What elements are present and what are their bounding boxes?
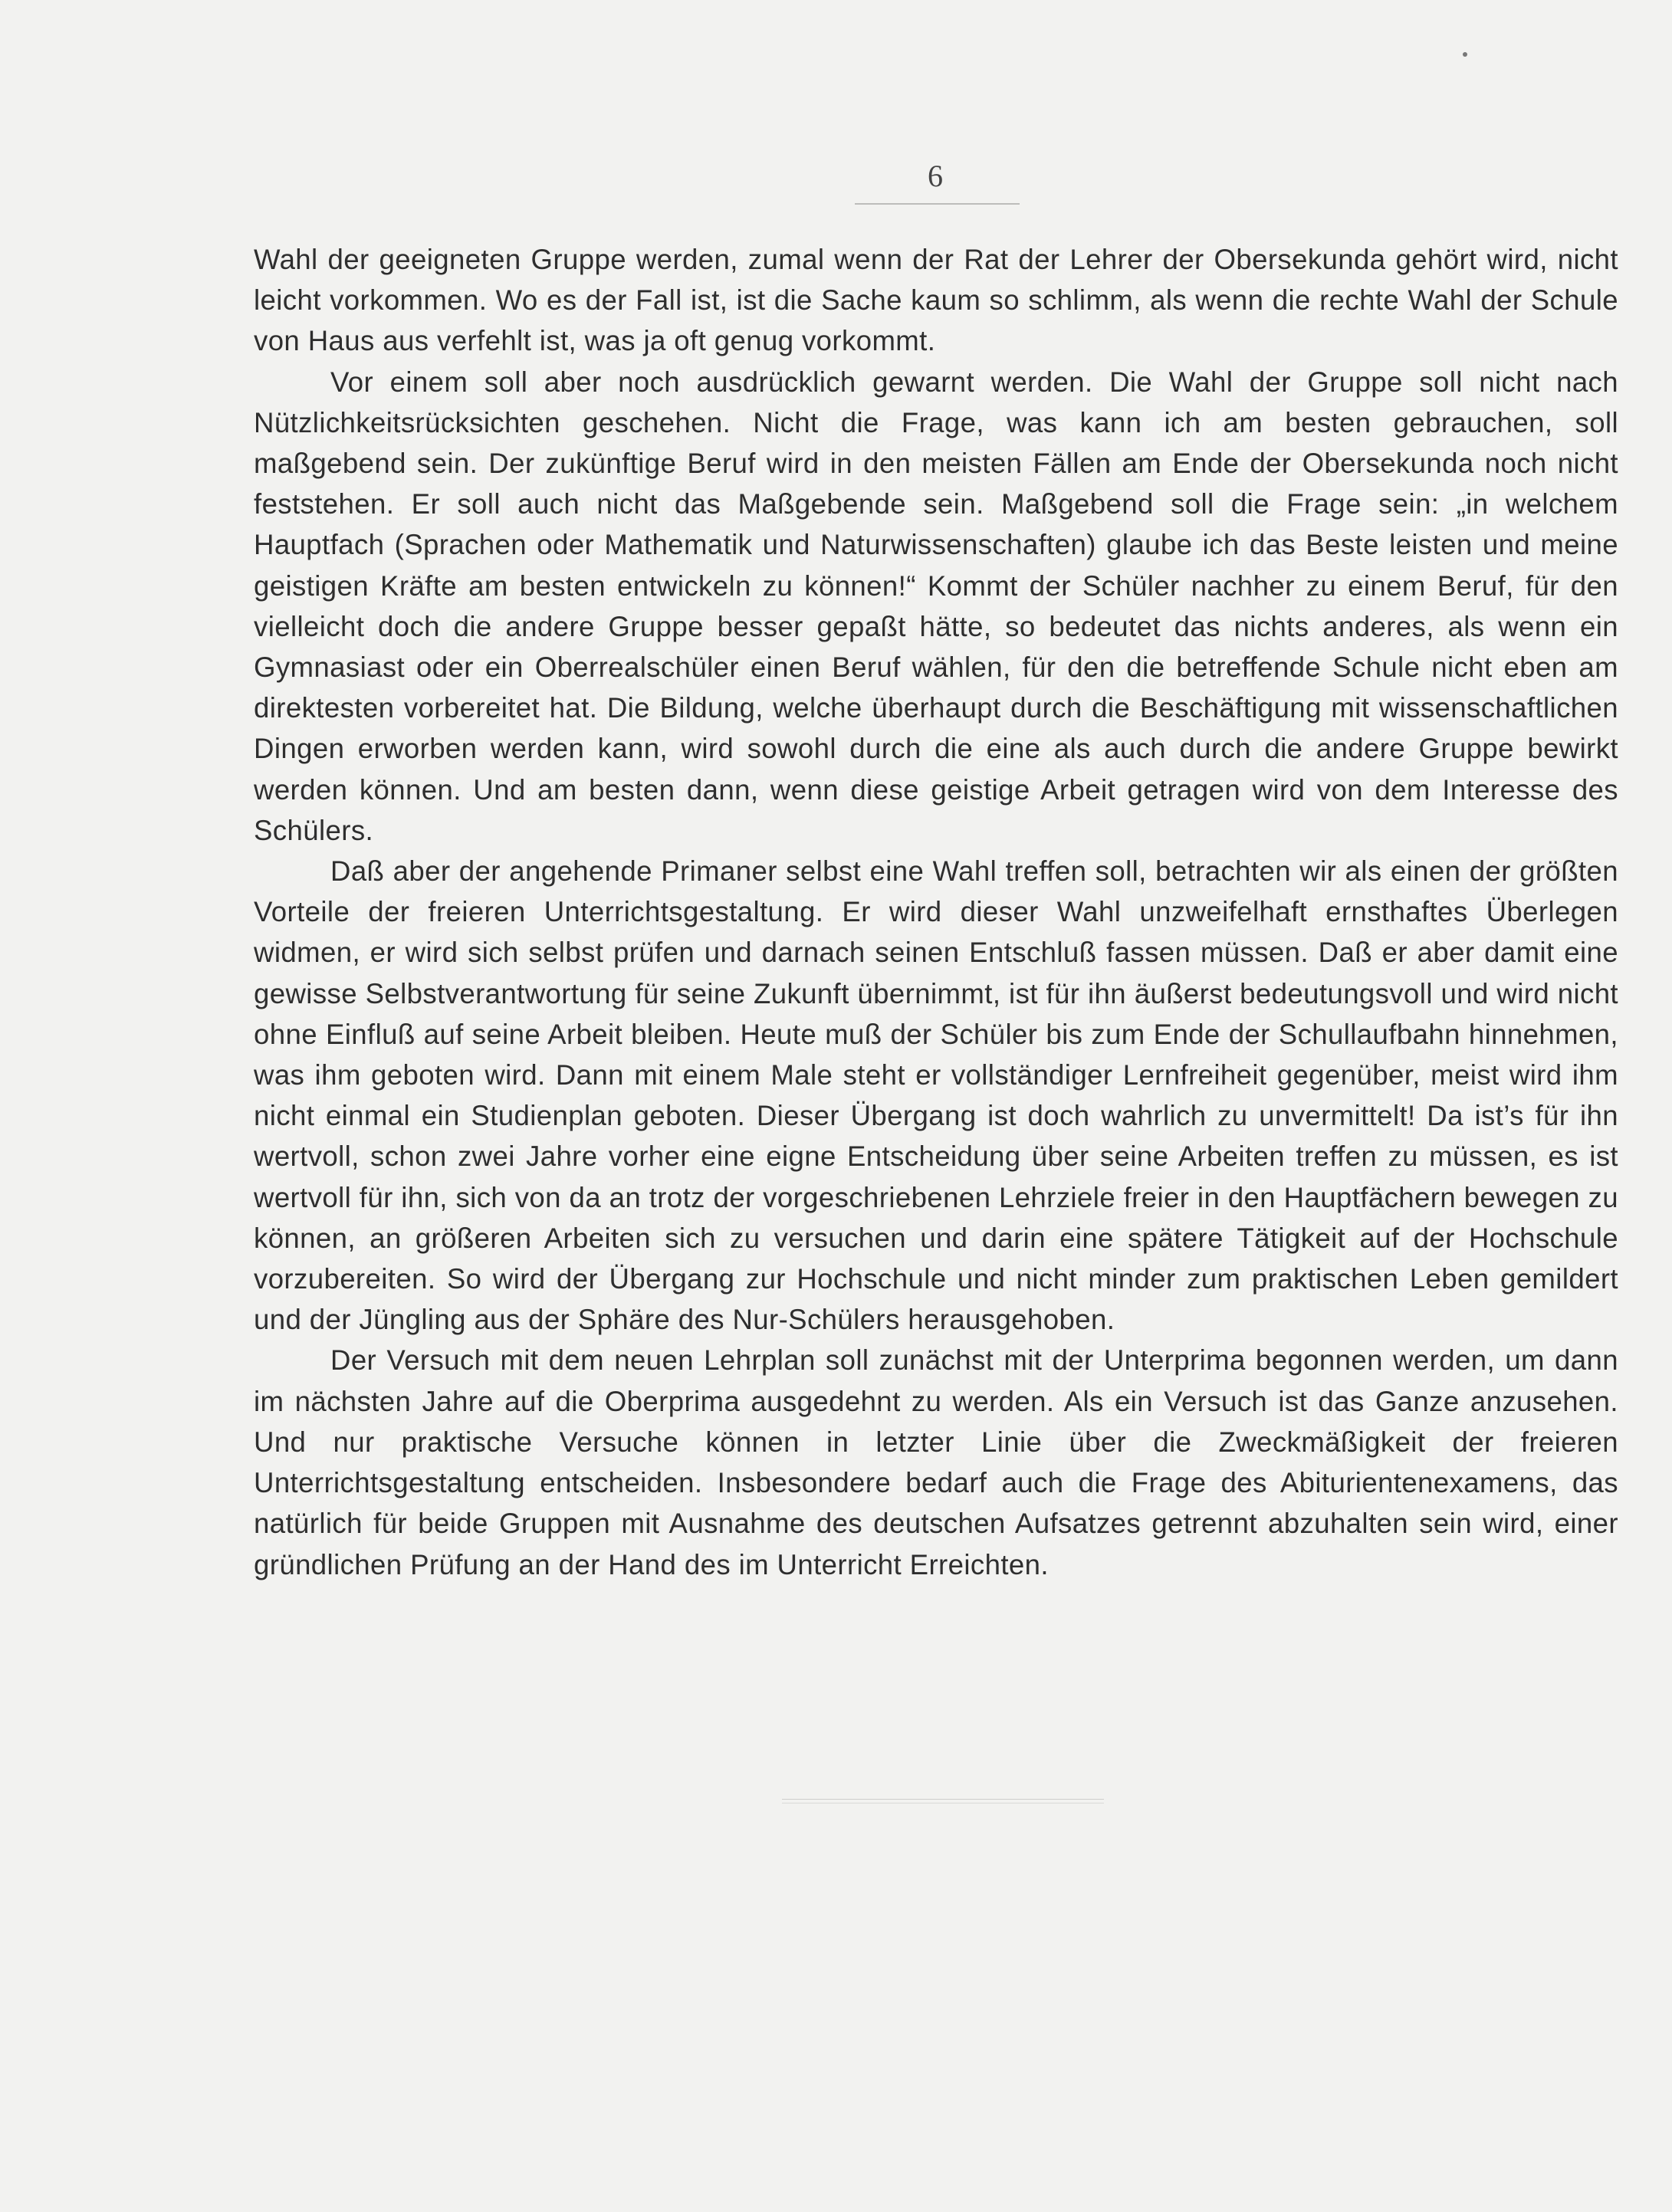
header-rule xyxy=(855,203,1020,205)
body-text xyxy=(254,239,1618,1585)
paragraph-3: Daß aber der angehende Primaner selbst eine Wahl treffen soll, betrachten wir als einen der größten Vorteile der freieren Unterrichtsgestaltung. Er wird dieser Wahl unzweifelhaft ernsthaftes Überlegen widmen, er wird sich selbst prüfen und darnach seinen Entschluß fassen müssen. Daß er aber damit eine gewisse Selbstverantwortung für seine Zukunft übernimmt, ist für ihn äußerst bedeutungsvoll und wird nicht ohne Einfluß auf seine Arbeit bleiben. Heute muß der Schüler bis zum Ende der Schullaufbahn hinnehmen, was ihm geboten wird. Dann mit einem Male steht er vollständiger Lernfreiheit gegenüber, meist wird ihm nicht einmal ein Studienplan geboten. Dieser Übergang ist doch wahrlich zu unvermittelt! Da ist’s für ihn wertvoll, schon zwei Jahre vorher eine eigne Entscheidung über seine Arbeiten treffen zu müssen, es ist wertvoll für ihn, sich von da an trotz der vorgeschriebenen Lehrziele freier in den Hauptfächern bewegen zu können, an größeren Arbeiten sich zu versuchen und darin eine spätere Tätigkeit auf der Hochschule vorzubereiten. So wird der Übergang zur Hochschule und nicht minder zum praktischen Leben gemildert und der Jüngling aus der Sphäre des Nur-Schülers herausgehoben. xyxy=(254,855,1618,1336)
paragraph-4: Der Versuch mit dem neuen Lehrplan soll zunächst mit der Unterprima begonnen werden, um dann im nächsten Jahre auf die Oberprima ausgedehnt zu werden. Als ein Versuch ist das Ganze anzusehen. Und nur praktische Versuche können in letzter Linie über die Zweckmäßigkeit der freieren Unterrichtsgestaltung entscheiden. Insbesondere bedarf auch die Frage des Abiturientenexamens, das natürlich für beide Gruppen mit Ausnahme des deutschen Aufsatzes getrennt abzuhalten sein wird, einer gründlichen Prüfung an der Hand des im Unterricht Erreichten. xyxy=(254,1344,1618,1580)
page-number: 6 xyxy=(928,159,943,193)
paragraph-2: Vor einem soll aber noch ausdrücklich gewarnt werden. Die Wahl der Gruppe soll nicht nach Nützlichkeitsrücksichten geschehen. Nicht die Frage, was kann ich am besten gebrauchen, soll maßgebend sein. Der zukünftige Beruf wird in den meisten Fällen am Ende der Obersekunda noch nicht feststehen. Er soll auch nicht das Maßgebende sein. Maßgebend soll die Frage sein: „in welchem Hauptfach (Sprachen oder Mathematik und Naturwissenschaften) glaube ich das Beste leisten und meine geistigen Kräfte am besten entwickeln zu können!“ Kommt der Schüler nachher zu einem Beruf, für den vielleicht doch die andere Gruppe besser gepaßt hätte, so bedeutet das nichts anderes, als wenn ein Gymnasiast oder ein Oberrealschüler einen Beruf wählen, für den die betreffende Schule nicht eben am direktesten vorbereitet hat. Die Bildung, welche überhaupt durch die Beschäftigung mit wissenschaftlichen Dingen erworben werden kann, wird sowohl durch die eine als auch durch die andere Gruppe bewirkt werden können. Und am besten dann, wenn diese geistige Arbeit getragen wird von dem Interesse des Schülers. xyxy=(254,366,1618,846)
scan-speck xyxy=(1463,52,1467,57)
paragraph-1: Wahl der geeigneten Gruppe werden, zumal wenn der Rat der Lehrer der Obersekunda gehört wird, nicht leicht vorkommen. Wo es der Fall ist, ist die Sache kaum so schlimm, als wenn die rechte Wahl der Schule von Haus aus verfehlt ist, was ja oft genug vorkommt. xyxy=(254,244,1618,357)
footer-rule xyxy=(782,1799,1104,1803)
